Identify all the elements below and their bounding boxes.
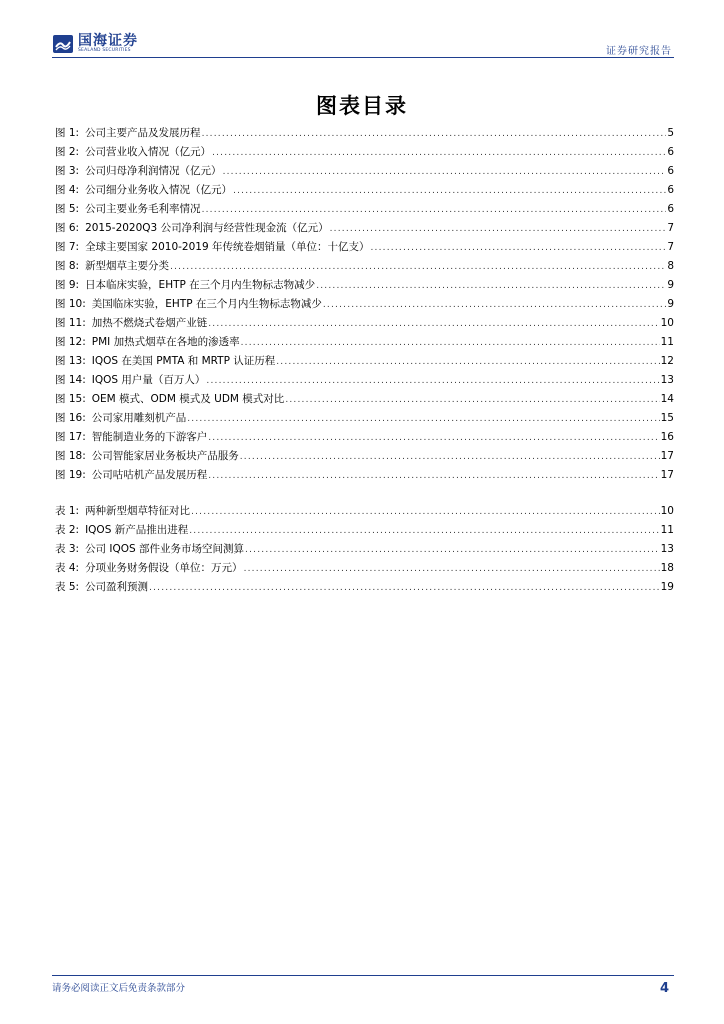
toc-dot-leader — [323, 296, 666, 315]
toc-entry[interactable] — [55, 333, 674, 352]
toc-entry[interactable] — [55, 314, 674, 333]
toc-entry-page: 16 — [660, 431, 674, 443]
toc-dot-leader — [244, 560, 660, 579]
toc-dot-leader — [316, 277, 666, 296]
toc-entry-label: 图 10: — [55, 298, 86, 310]
toc-entry-label: 图 9: — [55, 279, 80, 291]
toc-entry-label: 图 17: — [55, 431, 86, 443]
toc-entry-label: 图 18: — [55, 450, 86, 462]
toc-entry-label: 图 15: — [55, 393, 86, 405]
toc-dot-leader — [245, 541, 660, 560]
toc-entry[interactable] — [55, 578, 674, 597]
toc-entry-label: 图 3: — [55, 165, 80, 177]
toc-entry-title: 新型烟草主要分类 — [85, 260, 170, 272]
toc-entry-label: 图 1: — [55, 127, 80, 139]
toc-entry[interactable] — [55, 352, 674, 371]
toc-entry-title: IQOS 新产品推出进程 — [85, 524, 189, 536]
toc-entry-label: 图 7: — [55, 241, 80, 253]
toc-entry-title: OEM 模式、ODM 模式及 UDM 模式对比 — [91, 393, 285, 405]
toc-entry-page: 19 — [660, 581, 674, 593]
toc-dot-leader — [149, 579, 660, 598]
toc-entry[interactable] — [55, 540, 674, 559]
toc-entry-title: 分项业务财务假设（单位：万元） — [85, 562, 243, 574]
toc-entry[interactable] — [55, 466, 674, 485]
toc-entry[interactable] — [55, 295, 674, 314]
toc-dot-leader — [240, 448, 660, 467]
toc-dot-leader — [189, 522, 659, 541]
toc-entry-label: 表 4: — [55, 562, 80, 574]
toc-dot-leader — [202, 125, 667, 144]
toc-entry-label: 图 5: — [55, 203, 80, 215]
toc-entry[interactable] — [55, 390, 674, 409]
toc-dot-leader — [241, 334, 660, 353]
toc-entry-page: 18 — [660, 562, 674, 574]
toc-entry-title: 公司盈利预测 — [85, 581, 149, 593]
toc-entry-page: 15 — [660, 412, 674, 424]
toc-entry-page: 17 — [660, 469, 674, 481]
header-divider — [52, 57, 674, 58]
toc-entry-page: 10 — [660, 505, 674, 517]
toc-entry-page: 10 — [660, 317, 674, 329]
toc-entry-page: 6 — [667, 165, 674, 177]
toc-entry-label: 图 13: — [55, 355, 86, 367]
toc-entry-label: 图 11: — [55, 317, 86, 329]
toc-entry-page: 13 — [660, 543, 674, 555]
toc-entry-title: 公司咕咕机产品发展历程 — [91, 469, 208, 481]
toc-dot-leader — [223, 163, 667, 182]
toc-entry-label: 图 14: — [55, 374, 86, 386]
figure-list — [55, 124, 674, 485]
toc-entry-page: 7 — [667, 241, 674, 253]
toc-entry-page: 9 — [667, 298, 674, 310]
toc-entry-title: 2015-2020Q3 公司净利润与经营性现金流（亿元） — [85, 222, 329, 234]
toc-entry-title: IQOS 用户量（百万人） — [91, 374, 206, 386]
toc-entry-page: 6 — [667, 184, 674, 196]
toc-entry-page: 11 — [660, 524, 674, 536]
toc-dot-leader — [370, 239, 666, 258]
toc-entry-title: 公司 IQOS 部件业务市场空间测算 — [85, 543, 245, 555]
toc-entry-title: 公司归母净利润情况（亿元） — [85, 165, 222, 177]
toc-entry-page: 11 — [660, 336, 674, 348]
toc-entry-title: 公司细分业务收入情况（亿元） — [85, 184, 233, 196]
toc-entry[interactable] — [55, 447, 674, 466]
toc-dot-leader — [206, 372, 659, 391]
report-type-label: 证券研究报告 — [606, 46, 672, 57]
toc-entry-page: 13 — [660, 374, 674, 386]
toc-entry[interactable] — [55, 502, 674, 521]
toc-entry-label: 图 6: — [55, 222, 80, 234]
toc-entry[interactable] — [55, 521, 674, 540]
toc-entry-page: 6 — [667, 203, 674, 215]
toc-entry[interactable] — [55, 276, 674, 295]
toc-entry-title: 全球主要国家 2010-2019 年传统卷烟销量（单位：十亿支） — [85, 241, 370, 253]
toc-entry-title: 公司主要业务毛利率情况 — [85, 203, 201, 215]
page-title: 图表目录 — [316, 94, 408, 118]
footer-disclaimer: 请务必阅读正文后免责条款部分 — [52, 983, 186, 994]
toc-entry-title: 美国临床实验，EHTP 在三个月内生物标志物减少 — [91, 298, 322, 310]
toc-entry-label: 图 2: — [55, 146, 80, 158]
toc-entry-label: 图 12: — [55, 336, 86, 348]
toc-dot-leader — [212, 144, 666, 163]
toc-entry-page: 5 — [667, 127, 674, 139]
toc-entry-page: 6 — [667, 146, 674, 158]
toc-entry-title: 加热不燃烧式卷烟产业链 — [91, 317, 208, 329]
company-logo — [52, 32, 138, 56]
toc-entry-title: 公司主要产品及发展历程 — [85, 127, 201, 139]
toc-dot-leader — [233, 182, 666, 201]
logo-english-name: SEALAND SECURITIES — [78, 48, 131, 53]
toc-dot-leader — [285, 391, 659, 410]
table-list — [55, 502, 674, 597]
page-number: 4 — [659, 981, 669, 996]
toc-entry[interactable] — [55, 200, 674, 219]
toc-entry-title: 日本临床实验，EHTP 在三个月内生物标志物减少 — [85, 279, 316, 291]
toc-entry-label: 图 19: — [55, 469, 86, 481]
toc-entry-label: 表 1: — [55, 505, 80, 517]
toc-entry[interactable] — [55, 409, 674, 428]
toc-entry-title: 两种新型烟草特征对比 — [85, 505, 191, 517]
toc-dot-leader — [208, 467, 659, 486]
page-header — [52, 30, 674, 58]
toc-dot-leader — [202, 201, 667, 220]
toc-entry-label: 表 3: — [55, 543, 80, 555]
toc-entry-label: 图 4: — [55, 184, 80, 196]
toc-entry-page: 9 — [667, 279, 674, 291]
toc-entry[interactable] — [55, 162, 674, 181]
toc-entry-page: 14 — [660, 393, 674, 405]
toc-dot-leader — [208, 429, 659, 448]
toc-entry[interactable] — [55, 124, 674, 143]
toc-entry-title: 智能制造业务的下游客户 — [91, 431, 208, 443]
toc-entry[interactable] — [55, 371, 674, 390]
toc-entry-title: 公司智能家居业务板块产品服务 — [91, 450, 239, 462]
toc-dot-leader — [208, 315, 659, 334]
toc-entry[interactable] — [55, 238, 674, 257]
toc-entry-page: 17 — [660, 450, 674, 462]
toc-entry-title: 公司营业收入情况（亿元） — [85, 146, 212, 158]
toc-entry-label: 图 16: — [55, 412, 86, 424]
toc-dot-leader — [170, 258, 666, 277]
toc-entry-title: 公司家用雕刻机产品 — [91, 412, 187, 424]
toc-entry[interactable] — [55, 219, 674, 238]
toc-dot-leader — [191, 503, 660, 522]
toc-entry[interactable] — [55, 143, 674, 162]
toc-entry-title: PMI 加热式烟草在各地的渗透率 — [91, 336, 240, 348]
toc-entry[interactable] — [55, 257, 674, 276]
toc-entry-label: 表 2: — [55, 524, 80, 536]
toc-entry-label: 表 5: — [55, 581, 80, 593]
footer-divider — [52, 975, 674, 976]
toc-entry[interactable] — [55, 428, 674, 447]
logo-chinese-name: 国海证券 — [78, 33, 138, 49]
toc-dot-leader — [276, 353, 659, 372]
toc-entry-title: IQOS 在美国 PMTA 和 MRTP 认证历程 — [91, 355, 276, 367]
toc-entry[interactable] — [55, 181, 674, 200]
toc-entry-label: 图 8: — [55, 260, 80, 272]
toc-entry[interactable] — [55, 559, 674, 578]
toc-dot-leader — [330, 220, 667, 239]
sealand-logo-icon — [52, 33, 74, 55]
toc-entry-page: 7 — [667, 222, 674, 234]
toc-dot-leader — [187, 410, 659, 429]
toc-entry-page: 12 — [660, 355, 674, 367]
toc-entry-page: 8 — [667, 260, 674, 272]
